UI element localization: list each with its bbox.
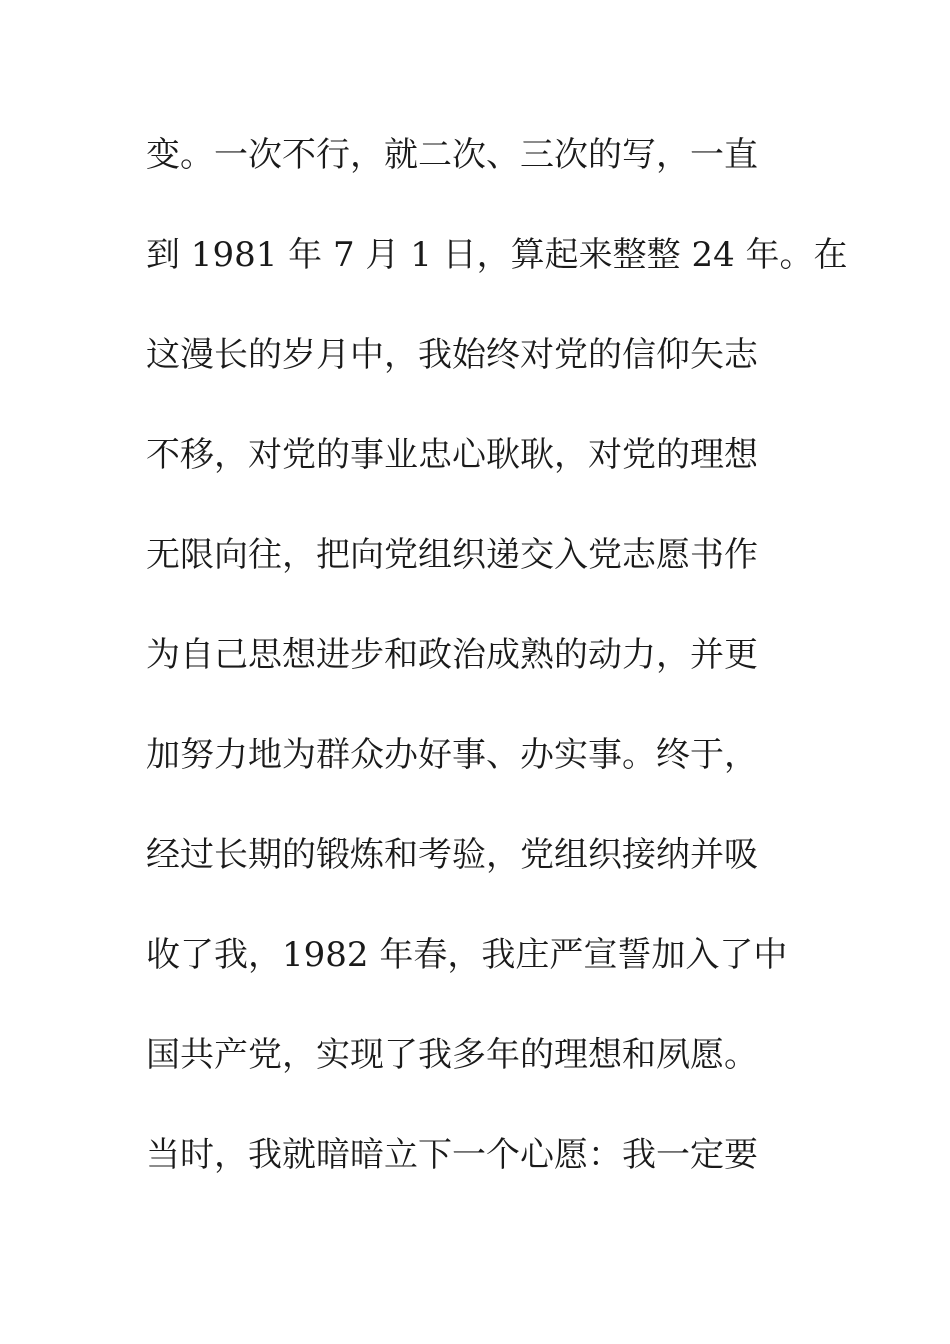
body-text xyxy=(146,125,848,1225)
text-line: 为自己思想进步和政治成熟的动力，并更 xyxy=(146,635,758,675)
text-line: 无限向往，把向党组织递交入党志愿书作 xyxy=(146,535,758,575)
text-line: 经过长期的锻炼和考验，党组织接纳并吸 xyxy=(146,835,758,875)
text-line: 国共产党，实现了我多年的理想和夙愿。 xyxy=(146,1035,758,1075)
text-line: 加努力地为群众办好事、办实事。终于， xyxy=(146,735,758,775)
text-line: 当时，我就暗暗立下一个心愿：我一定要 xyxy=(146,1135,758,1175)
text-line: 不移，对党的事业忠心耿耿，对党的理想 xyxy=(146,435,758,475)
text-line: 变。一次不行，就二次、三次的写，一直 xyxy=(146,135,758,175)
text-line: 到 1981 年 7 月 1 日，算起来整整 24 年。在 xyxy=(146,235,848,275)
text-line: 收了我，1982 年春，我庄严宣誓加入了中 xyxy=(146,935,788,975)
text-line: 这漫长的岁月中，我始终对党的信仰矢志 xyxy=(146,335,758,375)
